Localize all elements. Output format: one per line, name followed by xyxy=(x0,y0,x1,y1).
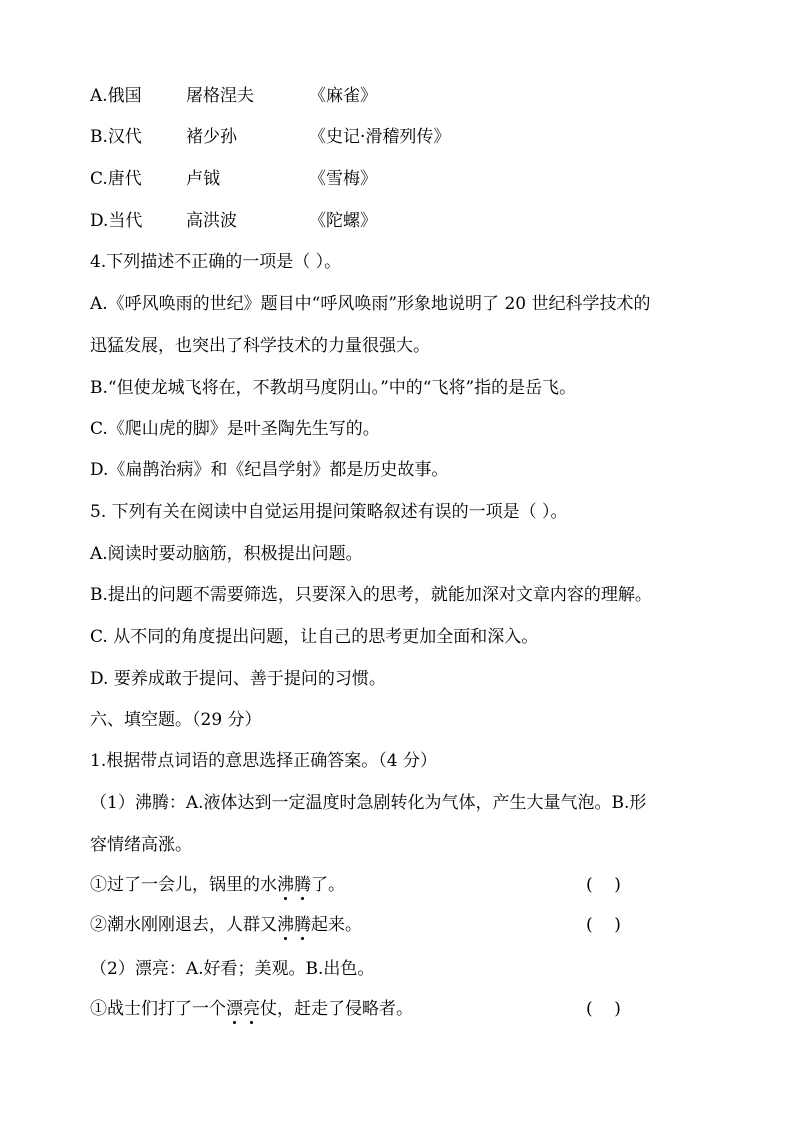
dotted-char: 沸 xyxy=(277,915,294,935)
option-dynasty: B.汉代 xyxy=(90,127,142,147)
question-stem: 4.下列描述不正确的一项是（ ）。 xyxy=(90,252,342,272)
sentence-item: ①过了一会儿，锅里的水沸腾了。 xyxy=(90,875,345,895)
sentence-item: ②潮水刚刚退去，人群又沸腾起来。 xyxy=(90,915,362,935)
answer-blank: ( ) xyxy=(586,875,621,895)
option-author: 卢钺 xyxy=(186,169,220,189)
option-b: B.“但使龙城飞将在，不教胡马度阴山。”中的“飞将”指的是岳飞。 xyxy=(90,378,577,398)
option-a: A.阅读时要动脑筋，积极提出问题。 xyxy=(90,544,363,564)
dotted-char: 沸 xyxy=(277,875,294,895)
option-work: 《陀螺》 xyxy=(309,211,377,231)
option-dynasty: C.唐代 xyxy=(90,169,142,189)
option-d: D.《扁鹊治病》和《纪昌学射》都是历史故事。 xyxy=(90,460,449,480)
definition-line1: （1）沸腾：A.液体达到一定温度时急剧转化为气体，产生大量气泡。B.形 xyxy=(90,793,647,813)
section-title: 六、填空题。（29 分） xyxy=(90,710,262,730)
question-stem: 1.根据带点词语的意思选择正确答案。（4 分） xyxy=(90,751,437,771)
option-author: 褚少孙 xyxy=(186,127,237,147)
definition-line2: 容情绪高涨。 xyxy=(90,835,192,855)
dotted-char: 亮 xyxy=(243,999,260,1019)
option-row xyxy=(90,88,377,105)
answer-blank: ( ) xyxy=(586,999,621,1019)
option-work: 《史记·滑稽列传》 xyxy=(309,127,451,147)
dotted-char: 腾 xyxy=(294,875,311,895)
option-d: D. 要养成敢于提问、善于提问的习惯。 xyxy=(90,669,386,689)
option-a-line1: A.《呼风唤雨的世纪》题目中“呼风唤雨”形象地说明了 20 世纪科学技术的 xyxy=(90,294,651,314)
definition-line: （2）漂亮：A.好看；美观。B.出色。 xyxy=(90,959,375,979)
option-row xyxy=(90,213,377,230)
dotted-char: 腾 xyxy=(294,915,311,935)
question-stem: 5. 下列有关在阅读中自觉运用提问策略叙述有误的一项是（ ）。 xyxy=(90,502,568,522)
option-work: 《麻雀》 xyxy=(309,86,377,106)
option-dynasty: A.俄国 xyxy=(90,86,142,106)
dotted-char: 漂 xyxy=(226,999,243,1019)
option-author: 屠格涅夫 xyxy=(186,86,254,106)
option-c: C. 从不同的角度提出问题，让自己的思考更加全面和深入。 xyxy=(90,627,539,647)
answer-blank: ( ) xyxy=(586,915,621,935)
option-row xyxy=(90,129,450,146)
option-work: 《雪梅》 xyxy=(309,169,377,189)
sentence-item: ①战士们打了一个漂亮仗，赶走了侵略者。 xyxy=(90,999,413,1019)
option-dynasty: D.当代 xyxy=(90,211,143,231)
option-c: C.《爬山虎的脚》是叶圣陶先生写的。 xyxy=(90,419,380,439)
option-author: 高洪波 xyxy=(186,211,237,231)
option-b: B.提出的问题不需要筛选，只要深入的思考，就能加深对文章内容的理解。 xyxy=(90,585,652,605)
option-a-line2: 迅猛发展，也突出了科学技术的力量很强大。 xyxy=(90,336,430,356)
option-row xyxy=(90,171,377,188)
